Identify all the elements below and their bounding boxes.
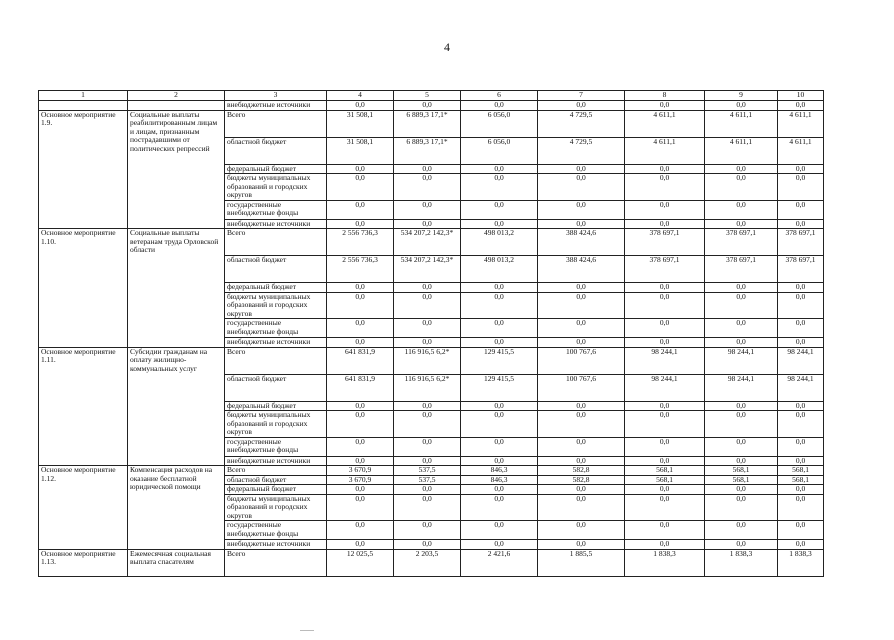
funding-source: внебюджетные источники [225, 540, 327, 550]
value-cell: 0,0 [778, 521, 824, 540]
value-cell: 0,0 [538, 200, 625, 219]
page-mark [300, 630, 314, 631]
value-cell: 0,0 [327, 521, 394, 540]
value-cell: 0,0 [705, 338, 778, 348]
column-header: 6 [461, 91, 538, 101]
value-cell: 378 697,1 [778, 229, 824, 256]
value-cell: 0,0 [778, 540, 824, 550]
funding-source: бюджеты муниципальных образований и городских округов [225, 292, 327, 319]
value-cell: 0,0 [778, 283, 824, 293]
value-cell: 98 244,1 [778, 374, 824, 401]
value-cell: 0,0 [705, 200, 778, 219]
value-cell: 846,3 [461, 466, 538, 476]
value-cell: 568,1 [705, 466, 778, 476]
value-cell: 100 767,6 [538, 347, 625, 374]
value-cell: 0,0 [327, 540, 394, 550]
value-cell: 0,0 [538, 338, 625, 348]
value-cell: 0,0 [625, 164, 705, 174]
funding-source: Всего [225, 347, 327, 374]
value-cell: 0,0 [394, 411, 461, 438]
value-cell: 0,0 [461, 401, 538, 411]
funding-source: федеральный бюджет [225, 401, 327, 411]
table-row [39, 101, 824, 111]
funding-source: государственные внебюджетные фонды [225, 437, 327, 456]
value-cell: 534 207,2 142,3* [394, 256, 461, 283]
measure-description: Ежемесячная социальная выплата спасателям [128, 549, 225, 576]
value-cell: 12 025,5 [327, 549, 394, 576]
value-cell: 568,1 [625, 466, 705, 476]
value-cell: 568,1 [705, 475, 778, 485]
value-cell: 0,0 [394, 401, 461, 411]
value-cell: 0,0 [327, 401, 394, 411]
value-cell: 0,0 [705, 164, 778, 174]
value-cell: 0,0 [625, 485, 705, 495]
value-cell: 6 889,3 17,1* [394, 110, 461, 137]
value-cell: 0,0 [538, 101, 625, 111]
value-cell: 4 729,5 [538, 110, 625, 137]
value-cell: 6 056,0 [461, 110, 538, 137]
table-row [39, 549, 824, 576]
measure-name: Основное мероприятие 1.10. [39, 229, 128, 348]
value-cell: 116 916,5 6,2* [394, 374, 461, 401]
column-header: 7 [538, 91, 625, 101]
value-cell: 0,0 [327, 494, 394, 521]
funding-source: областной бюджет [225, 256, 327, 283]
funding-source: областной бюджет [225, 137, 327, 164]
value-cell: 0,0 [394, 319, 461, 338]
value-cell: 0,0 [538, 319, 625, 338]
value-cell: 537,5 [394, 466, 461, 476]
value-cell: 568,1 [625, 475, 705, 485]
value-cell: 0,0 [394, 521, 461, 540]
value-cell: 0,0 [538, 401, 625, 411]
table-row [39, 110, 824, 137]
value-cell: 0,0 [327, 456, 394, 466]
value-cell: 0,0 [705, 219, 778, 229]
value-cell: 0,0 [778, 164, 824, 174]
value-cell: 0,0 [538, 174, 625, 201]
value-cell: 0,0 [461, 283, 538, 293]
value-cell: 0,0 [538, 283, 625, 293]
value-cell: 0,0 [705, 485, 778, 495]
value-cell: 0,0 [461, 174, 538, 201]
value-cell: 3 670,9 [327, 475, 394, 485]
funding-source: областной бюджет [225, 475, 327, 485]
value-cell: 4 611,1 [705, 110, 778, 137]
value-cell: 0,0 [778, 411, 824, 438]
value-cell: 0,0 [705, 411, 778, 438]
value-cell: 0,0 [461, 411, 538, 438]
value-cell: 0,0 [461, 292, 538, 319]
value-cell: 846,3 [461, 475, 538, 485]
value-cell: 2 556 736,3 [327, 229, 394, 256]
measure-description: Субсидии гражданам на оплату жилищно-коммунальных услуг [128, 347, 225, 466]
value-cell: 0,0 [625, 338, 705, 348]
column-header: 1 [39, 91, 128, 101]
value-cell: 0,0 [625, 200, 705, 219]
value-cell: 0,0 [461, 219, 538, 229]
column-header: 9 [705, 91, 778, 101]
value-cell: 0,0 [705, 292, 778, 319]
value-cell: 0,0 [394, 219, 461, 229]
value-cell: 0,0 [778, 101, 824, 111]
value-cell: 0,0 [705, 456, 778, 466]
funding-source: федеральный бюджет [225, 485, 327, 495]
value-cell: 98 244,1 [705, 347, 778, 374]
column-header: 3 [225, 91, 327, 101]
funding-source: государственные внебюджетные фонды [225, 521, 327, 540]
funding-source: Всего [225, 549, 327, 576]
value-cell: 0,0 [461, 319, 538, 338]
measure-name-cell [39, 101, 128, 111]
value-cell: 4 611,1 [625, 110, 705, 137]
value-cell: 129 415,5 [461, 347, 538, 374]
funding-source: внебюджетные источники [225, 219, 327, 229]
funding-source: бюджеты муниципальных образований и городских округов [225, 494, 327, 521]
value-cell: 0,0 [394, 540, 461, 550]
value-cell: 0,0 [538, 485, 625, 495]
measure-description: Социальные выплаты реабилитированным лицам и лицам, признанным пострадавшими от политических репрессий [128, 110, 225, 229]
value-cell: 641 831,9 [327, 347, 394, 374]
funding-source: Всего [225, 110, 327, 137]
value-cell: 1 838,3 [778, 549, 824, 576]
value-cell: 0,0 [327, 283, 394, 293]
value-cell: 0,0 [538, 292, 625, 319]
column-header: 5 [394, 91, 461, 101]
value-cell: 0,0 [538, 219, 625, 229]
value-cell: 0,0 [394, 164, 461, 174]
value-cell: 98 244,1 [778, 347, 824, 374]
table-row [39, 466, 824, 476]
value-cell: 378 697,1 [625, 256, 705, 283]
value-cell: 0,0 [538, 494, 625, 521]
value-cell: 0,0 [327, 411, 394, 438]
value-cell: 0,0 [394, 338, 461, 348]
value-cell: 0,0 [778, 174, 824, 201]
value-cell: 0,0 [461, 437, 538, 456]
value-cell: 4 611,1 [625, 137, 705, 164]
value-cell: 0,0 [625, 540, 705, 550]
value-cell: 3 670,9 [327, 466, 394, 476]
funding-source: Всего [225, 229, 327, 256]
value-cell: 0,0 [625, 101, 705, 111]
value-cell: 0,0 [394, 200, 461, 219]
value-cell: 31 508,1 [327, 137, 394, 164]
value-cell: 0,0 [538, 540, 625, 550]
value-cell: 0,0 [705, 283, 778, 293]
value-cell: 0,0 [625, 219, 705, 229]
value-cell: 0,0 [327, 485, 394, 495]
value-cell: 568,1 [778, 466, 824, 476]
value-cell: 98 244,1 [625, 374, 705, 401]
value-cell: 0,0 [394, 174, 461, 201]
value-cell: 0,0 [705, 319, 778, 338]
value-cell: 0,0 [538, 521, 625, 540]
value-cell: 388 424,6 [538, 256, 625, 283]
value-cell: 0,0 [705, 174, 778, 201]
value-cell: 0,0 [705, 401, 778, 411]
value-cell: 0,0 [461, 164, 538, 174]
value-cell: 0,0 [778, 437, 824, 456]
funding-source: Всего [225, 466, 327, 476]
value-cell: 4 611,1 [778, 137, 824, 164]
value-cell: 0,0 [538, 164, 625, 174]
table-row [39, 347, 824, 374]
value-cell: 31 508,1 [327, 110, 394, 137]
value-cell: 0,0 [394, 494, 461, 521]
value-cell: 0,0 [394, 283, 461, 293]
value-cell: 0,0 [461, 456, 538, 466]
value-cell: 534 207,2 142,3* [394, 229, 461, 256]
value-cell: 2 556 736,3 [327, 256, 394, 283]
page-number: 4 [444, 40, 450, 54]
value-cell: 0,0 [394, 292, 461, 319]
value-cell: 0,0 [461, 494, 538, 521]
value-cell: 116 916,5 6,2* [394, 347, 461, 374]
value-cell: 1 838,3 [625, 549, 705, 576]
value-cell: 0,0 [778, 401, 824, 411]
value-cell: 0,0 [625, 401, 705, 411]
value-cell: 0,0 [327, 101, 394, 111]
value-cell: 0,0 [538, 411, 625, 438]
value-cell: 0,0 [625, 521, 705, 540]
value-cell: 0,0 [461, 485, 538, 495]
funding-source: внебюджетные источники [225, 101, 327, 111]
value-cell: 98 244,1 [705, 374, 778, 401]
value-cell: 0,0 [461, 521, 538, 540]
measure-name: Основное мероприятие 1.11. [39, 347, 128, 466]
value-cell: 6 889,3 17,1* [394, 137, 461, 164]
column-header: 8 [625, 91, 705, 101]
table-row [39, 229, 824, 256]
value-cell: 129 415,5 [461, 374, 538, 401]
value-cell: 582,8 [538, 466, 625, 476]
column-header: 10 [778, 91, 824, 101]
value-cell: 0,0 [778, 200, 824, 219]
measure-name: Основное мероприятие 1.9. [39, 110, 128, 229]
value-cell: 1 885,5 [538, 549, 625, 576]
value-cell: 0,0 [461, 101, 538, 111]
value-cell: 568,1 [778, 475, 824, 485]
value-cell: 641 831,9 [327, 374, 394, 401]
value-cell: 0,0 [461, 200, 538, 219]
value-cell: 2 421,6 [461, 549, 538, 576]
value-cell: 1 838,3 [705, 549, 778, 576]
funding-source: внебюджетные источники [225, 338, 327, 348]
value-cell: 0,0 [625, 283, 705, 293]
value-cell: 0,0 [538, 456, 625, 466]
value-cell: 0,0 [327, 219, 394, 229]
funding-source: федеральный бюджет [225, 283, 327, 293]
value-cell: 0,0 [327, 200, 394, 219]
value-cell: 537,5 [394, 475, 461, 485]
value-cell: 0,0 [625, 437, 705, 456]
funding-source: бюджеты муниципальных образований и городских округов [225, 411, 327, 438]
value-cell: 0,0 [625, 319, 705, 338]
header-row [39, 91, 824, 101]
measure-desc-cell [128, 101, 225, 111]
value-cell: 378 697,1 [778, 256, 824, 283]
value-cell: 4 611,1 [778, 110, 824, 137]
value-cell: 0,0 [625, 411, 705, 438]
value-cell: 98 244,1 [625, 347, 705, 374]
value-cell: 100 767,6 [538, 374, 625, 401]
value-cell: 0,0 [705, 540, 778, 550]
funding-source: бюджеты муниципальных образований и городских округов [225, 174, 327, 201]
value-cell: 0,0 [625, 174, 705, 201]
measure-description: Социальные выплаты ветеранам труда Орловской области [128, 229, 225, 348]
value-cell: 582,8 [538, 475, 625, 485]
value-cell: 0,0 [778, 485, 824, 495]
funding-source: областной бюджет [225, 374, 327, 401]
measure-name: Основное мероприятие 1.13. [39, 549, 128, 576]
value-cell: 0,0 [705, 521, 778, 540]
value-cell: 0,0 [461, 540, 538, 550]
column-header: 2 [128, 91, 225, 101]
value-cell: 0,0 [394, 485, 461, 495]
value-cell: 0,0 [625, 292, 705, 319]
funding-source: внебюджетные источники [225, 456, 327, 466]
table-body [39, 91, 824, 577]
value-cell: 0,0 [778, 456, 824, 466]
funding-source: государственные внебюджетные фонды [225, 200, 327, 219]
value-cell: 6 056,0 [461, 137, 538, 164]
value-cell: 4 729,5 [538, 137, 625, 164]
value-cell: 378 697,1 [705, 229, 778, 256]
value-cell: 498 013,2 [461, 229, 538, 256]
value-cell: 0,0 [625, 456, 705, 466]
value-cell: 0,0 [394, 456, 461, 466]
value-cell: 0,0 [538, 437, 625, 456]
value-cell: 378 697,1 [625, 229, 705, 256]
value-cell: 4 611,1 [705, 137, 778, 164]
value-cell: 498 013,2 [461, 256, 538, 283]
value-cell: 0,0 [461, 338, 538, 348]
value-cell: 0,0 [327, 164, 394, 174]
budget-table [38, 90, 824, 577]
value-cell: 0,0 [778, 494, 824, 521]
column-header: 4 [327, 91, 394, 101]
funding-source: федеральный бюджет [225, 164, 327, 174]
value-cell: 0,0 [705, 101, 778, 111]
value-cell: 0,0 [778, 338, 824, 348]
value-cell: 378 697,1 [705, 256, 778, 283]
value-cell: 0,0 [327, 437, 394, 456]
value-cell: 0,0 [327, 174, 394, 201]
value-cell: 2 203,5 [394, 549, 461, 576]
value-cell: 0,0 [327, 319, 394, 338]
value-cell: 0,0 [778, 319, 824, 338]
value-cell: 0,0 [705, 437, 778, 456]
value-cell: 388 424,6 [538, 229, 625, 256]
value-cell: 0,0 [394, 437, 461, 456]
value-cell: 0,0 [778, 292, 824, 319]
value-cell: 0,0 [327, 338, 394, 348]
value-cell: 0,0 [705, 494, 778, 521]
measure-name: Основное мероприятие 1.12. [39, 466, 128, 550]
value-cell: 0,0 [327, 292, 394, 319]
value-cell: 0,0 [625, 494, 705, 521]
measure-description: Компенсация расходов на оказание бесплатной юридической помощи [128, 466, 225, 550]
funding-source: государственные внебюджетные фонды [225, 319, 327, 338]
value-cell: 0,0 [778, 219, 824, 229]
value-cell: 0,0 [394, 101, 461, 111]
